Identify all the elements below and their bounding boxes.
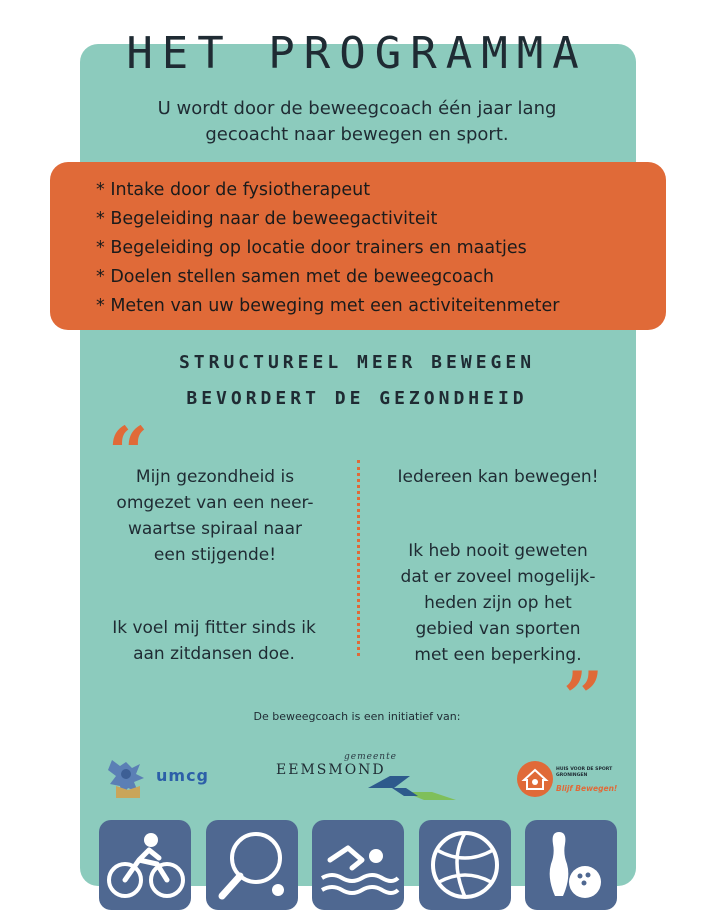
subtitle-line: BEVORDERT DE GEZONDHEID [186,388,528,409]
umcg-logo-text: umcg [156,766,209,785]
program-item: * Meten van uw beweging met een activiteitenmeter [96,296,560,316]
program-item: * Doelen stellen samen met de beweegcoach [96,267,495,287]
blijf-bewegen-text: Blijf Bewegen! [556,784,618,793]
quote-line: Mijn gezondheid is [135,467,295,487]
cycling-tile [99,820,191,910]
dotted-divider [357,460,360,656]
eemsmond-wave-icon [366,770,460,804]
program-item: * Begeleiding naar de beweegactiviteit [96,209,438,229]
close-quote-mark: ” [563,656,604,739]
program-item: * Begeleiding op locatie door trainers en maatjes [96,238,527,258]
swimming-icon [312,820,404,910]
gemeente-label: gemeente [344,752,398,762]
quote-line: aan zitdansen doe. [133,644,295,664]
volleyball-tile [419,820,511,910]
intro-line: gecoacht naar bewegen en sport. [205,124,509,145]
program-list-box [50,162,666,330]
huis-voor-de-sport-icon [516,760,554,798]
quote-line: heden zijn op het [424,593,572,613]
bowling-icon [525,820,617,910]
quote-line: waartse spiraal naar [127,519,303,539]
huis-voor-de-sport-text [556,767,616,779]
open-quote-mark: “ [108,411,149,494]
quote-everyone [380,464,616,490]
quote-zitdansen [98,615,330,667]
quote-line: Iedereen kan bewegen! [397,467,599,487]
quote-line: een stijgende! [153,545,277,565]
bowling-tile [525,820,617,910]
cycling-icon [99,820,191,910]
volleyball-icon [419,820,511,910]
program-item: * Intake door de fysiotherapeut [96,180,371,200]
quote-line: Ik voel mij fitter sinds ik [112,618,316,638]
quote-line: Ik heb nooit geweten [408,541,588,561]
quote-possibilities [380,538,616,668]
initiative-text: De beweegcoach is een initiatief van: [253,710,461,723]
swimming-tile [312,820,404,910]
quote-line: gebied van sporten [415,619,581,639]
table-tennis-tile [206,820,298,910]
huis-line: GRONINGEN [556,773,588,778]
quote-line: omgezet van een neer- [116,493,314,513]
table-tennis-icon [206,820,298,910]
quote-health [100,464,330,568]
umcg-crest-icon [106,756,152,802]
program-list [50,162,666,321]
quote-line: dat er zoveel mogelijk- [400,567,596,587]
subtitle-line: STRUCTUREEL MEER BEWEGEN [178,352,536,373]
quote-line: met een beperking. [414,645,582,665]
intro-line: U wordt door de beweegcoach één jaar lang [157,98,557,119]
eemsmond-label: EEMSMOND [276,762,386,778]
page-title: HET PROGRAMMA [126,28,588,79]
huis-line: HUIS VOOR DE SPORT [556,767,613,772]
intro-text [100,96,614,148]
